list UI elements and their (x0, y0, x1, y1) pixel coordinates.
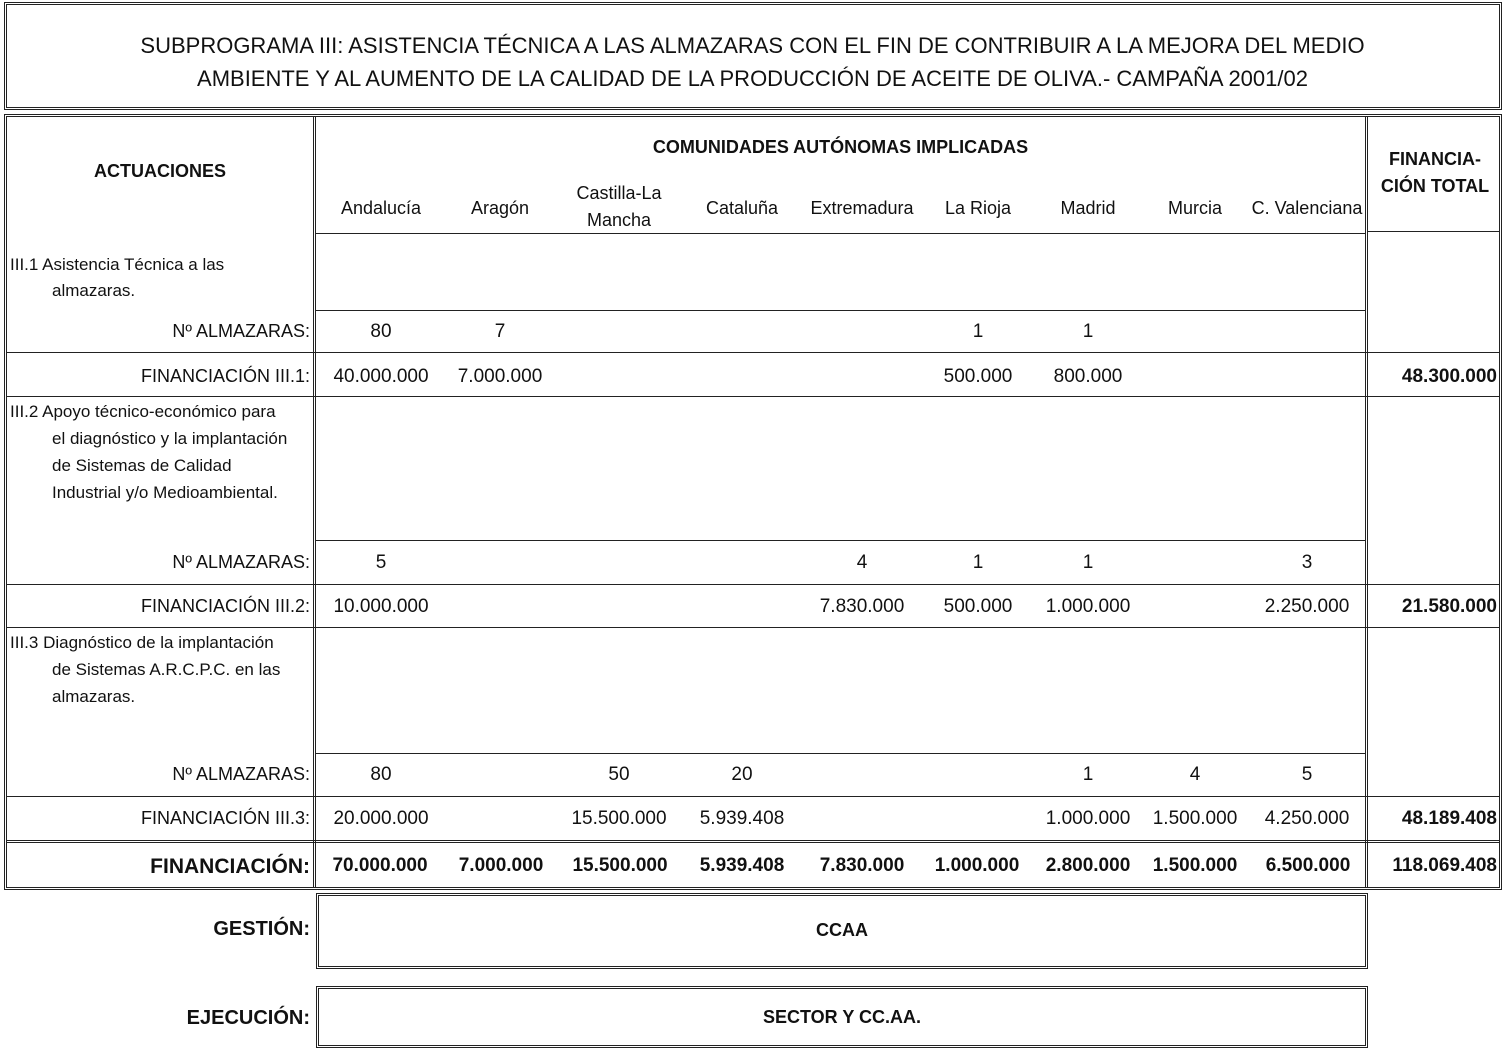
cell: 1.000.000 (1045, 808, 1131, 829)
label-total: FINANCIACIÓN: (150, 855, 310, 878)
total-cell: 6.500.000 (1265, 855, 1351, 876)
ejecucion-label: EJECUCIÓN: (186, 1007, 310, 1029)
cell: 800.000 (1053, 366, 1123, 387)
cell: 3 (1301, 552, 1313, 573)
rule-alm1-top (316, 310, 1365, 311)
cell: 1 (972, 321, 984, 342)
header-comunidades: COMUNIDADES AUTÓNOMAS IMPLICADAS (652, 137, 1029, 157)
action-2-line-4: Industrial y/o Medioambiental. (52, 483, 278, 502)
cell: 80 (370, 321, 392, 342)
rule-fin3-top (6, 796, 1500, 797)
region-mancha: Mancha (586, 210, 652, 230)
cell: 4 (1189, 764, 1201, 785)
cell: 15.500.000 (571, 808, 667, 829)
page-title-line-2: AMBIENTE Y AL AUMENTO DE LA CALIDAD DE LA PRODUCCIÓN DE ACEITE DE OLIVA.- CAMPAÑA 2001/02 (197, 66, 1308, 91)
cell: 500.000 (943, 366, 1013, 387)
rule-alm2-top (316, 540, 1365, 541)
cell: 1.500.000 (1152, 808, 1238, 829)
action-2-line-1: III.2 Apoyo técnico-económico para (10, 402, 276, 421)
cell: 20.000.000 (333, 808, 429, 829)
region-andalucia: Andalucía (340, 198, 422, 218)
action-2-line-2: el diagnóstico y la implantación (52, 429, 288, 448)
cell: 1 (972, 552, 984, 573)
fin3-total: 48.189.408 (1401, 808, 1497, 829)
total-cell: 7.000.000 (458, 855, 544, 876)
cell: 50 (608, 764, 630, 785)
cell: 7.000.000 (457, 366, 543, 387)
rule-fin1-top (6, 352, 1500, 353)
col-divider-actions (313, 116, 316, 888)
gestion-value: CCAA (816, 920, 868, 940)
total-cell: 5.939.408 (699, 855, 785, 876)
cell: 7 (494, 321, 506, 342)
region-c-valenciana: C. Valenciana (1251, 198, 1363, 218)
rule-total-top (6, 840, 1500, 843)
cell: 7.830.000 (819, 596, 905, 617)
cell: 5 (1301, 764, 1313, 785)
rule-fin2-top (6, 584, 1500, 585)
action-3-line-2: de Sistemas A.R.C.P.C. en las (52, 660, 281, 679)
action-3-line-1: III.3 Diagnóstico de la implantación (10, 633, 274, 652)
cell: 10.000.000 (333, 596, 429, 617)
region-castilla-la: Castilla-La (576, 183, 662, 203)
rule-alm3-top (316, 753, 1365, 754)
header-actuaciones: ACTUACIONES (93, 161, 226, 181)
cell: 4 (856, 552, 868, 573)
header-bottom-rule (316, 233, 1365, 234)
ejecucion-value: SECTOR Y CC.AA. (762, 1007, 922, 1027)
label-fin3: FINANCIACIÓN III.3: (140, 808, 310, 828)
cell: 2.250.000 (1264, 596, 1350, 617)
cell: 1.000.000 (1045, 596, 1131, 617)
rule-fin1-bottom (6, 396, 1500, 397)
page-title-line-1: SUBPROGRAMA III: ASISTENCIA TÉCNICA A LAS ALMAZARAS CON EL FIN DE CONTRIBUIR A LA MEJORA DEL MEDIO (140, 33, 1365, 58)
cell: 20 (731, 764, 753, 785)
cell: 1 (1082, 764, 1094, 785)
cell: 5.939.408 (699, 808, 785, 829)
label-alm3: Nº ALMAZARAS: (172, 764, 310, 784)
cell: 40.000.000 (333, 366, 429, 387)
label-alm1: Nº ALMAZARAS: (172, 321, 310, 341)
fin2-total: 21.580.000 (1401, 596, 1497, 617)
fin1-total: 48.300.000 (1401, 366, 1497, 387)
action-3-line-3: almazaras. (52, 687, 136, 706)
region-aragon: Aragón (470, 198, 530, 218)
total-cell: 15.500.000 (572, 855, 668, 876)
action-1-line-2: almazaras. (52, 281, 136, 300)
grand-total: 118.069.408 (1392, 855, 1497, 876)
cell: 1 (1082, 552, 1094, 573)
region-extremadura: Extremadura (810, 198, 914, 218)
total-cell: 70.000.000 (332, 855, 428, 876)
cell: 80 (370, 764, 392, 785)
total-cell: 1.500.000 (1152, 855, 1238, 876)
region-cataluna: Cataluña (705, 198, 779, 218)
header-total-rule (1368, 231, 1500, 232)
label-fin2: FINANCIACIÓN III.2: (140, 596, 310, 616)
region-la-rioja: La Rioja (944, 198, 1012, 218)
region-murcia: Murcia (1167, 198, 1222, 218)
cell: 500.000 (943, 596, 1013, 617)
action-2-line-3: de Sistemas de Calidad (52, 456, 232, 475)
action-1-line-1: III.1 Asistencia Técnica a las (10, 255, 225, 274)
cell: 4.250.000 (1264, 808, 1350, 829)
header-financiacion-total-2: CIÓN TOTAL (1380, 176, 1490, 196)
total-cell: 1.000.000 (934, 855, 1020, 876)
region-madrid: Madrid (1060, 198, 1116, 218)
label-fin1: FINANCIACIÓN III.1: (140, 366, 310, 386)
total-cell: 7.830.000 (819, 855, 905, 876)
gestion-label: GESTIÓN: (213, 918, 310, 940)
label-alm2: Nº ALMAZARAS: (172, 552, 310, 572)
rule-fin2-bottom (6, 627, 1500, 628)
header-financiacion-total-1: FINANCIA- (1389, 149, 1481, 169)
cell: 5 (375, 552, 387, 573)
total-cell: 2.800.000 (1045, 855, 1131, 876)
cell: 1 (1082, 321, 1094, 342)
